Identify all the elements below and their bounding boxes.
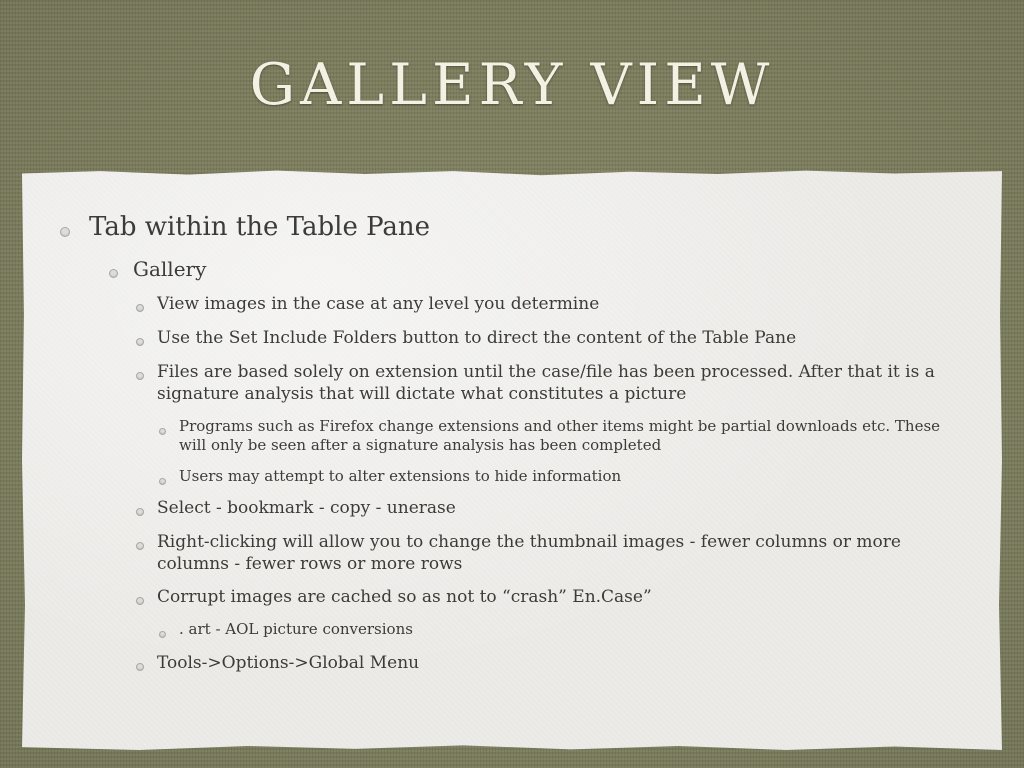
- bullet-text-line: columns - fewer rows or more rows: [157, 554, 463, 574]
- bullet-dot-icon: [60, 227, 70, 237]
- bullet-programs-firefox: [179, 417, 940, 455]
- bullet-text-line: Programs such as Firefox change extensions and other items might be partial downloads etc. These: [179, 417, 941, 435]
- bullet-dot-icon: [136, 338, 144, 346]
- bullet-text: Corrupt images are cached so as not to “crash” En.Case”: [157, 587, 652, 607]
- bullet-text: Gallery: [133, 257, 207, 281]
- bullet-gallery: [133, 257, 206, 281]
- bullet-files-based-on-extension: [157, 361, 935, 405]
- bullet-art-aol: [179, 620, 413, 639]
- bullet-text: View images in the case at any level you determine: [157, 294, 600, 314]
- bullet-dot-icon: [136, 663, 144, 671]
- bullet-view-images: [157, 293, 599, 315]
- bullet-tab-within-table-pane: [89, 212, 430, 242]
- bullet-dot-icon: [136, 372, 144, 380]
- bullet-text: Tools->Options->Global Menu: [157, 653, 420, 673]
- bullet-text-line: Files are based solely on extension until the case/file has been processed. After that it is a: [157, 362, 935, 382]
- bullet-text: Users may attempt to alter extensions to hide information: [179, 467, 622, 485]
- bullet-dot-icon: [136, 597, 144, 605]
- bullet-text: Select - bookmark - copy - unerase: [157, 498, 456, 518]
- bullet-dot-icon: [159, 478, 166, 485]
- bullet-text-line: Right-clicking will allow you to change the thumbnail images - fewer columns or more: [157, 532, 901, 552]
- bullet-text-line: will only be seen after a signature analysis has been completed: [179, 436, 662, 454]
- bullet-text: Tab within the Table Pane: [89, 212, 431, 242]
- bullet-dot-icon: [136, 508, 144, 516]
- bullet-dot-icon: [136, 304, 144, 312]
- bullet-tools-options: [157, 652, 419, 674]
- bullet-dot-icon: [159, 428, 166, 435]
- bullet-right-clicking: [157, 531, 901, 575]
- bullet-set-include-folders: [157, 327, 796, 349]
- bullet-users-alter-extensions: [179, 467, 621, 486]
- bullet-text: . art - AOL picture conversions: [179, 620, 413, 638]
- bullet-select-bookmark: [157, 497, 456, 519]
- slide-title: GALLERY VIEW: [249, 52, 775, 118]
- bullet-dot-icon: [159, 631, 166, 638]
- bullet-corrupt-images: [157, 586, 652, 608]
- bullet-dot-icon: [109, 269, 118, 278]
- bullet-text-line: signature analysis that will dictate what constitutes a picture: [157, 384, 687, 404]
- bullet-dot-icon: [136, 542, 144, 550]
- bullet-text: Use the Set Include Folders button to direct the content of the Table Pane: [157, 328, 797, 348]
